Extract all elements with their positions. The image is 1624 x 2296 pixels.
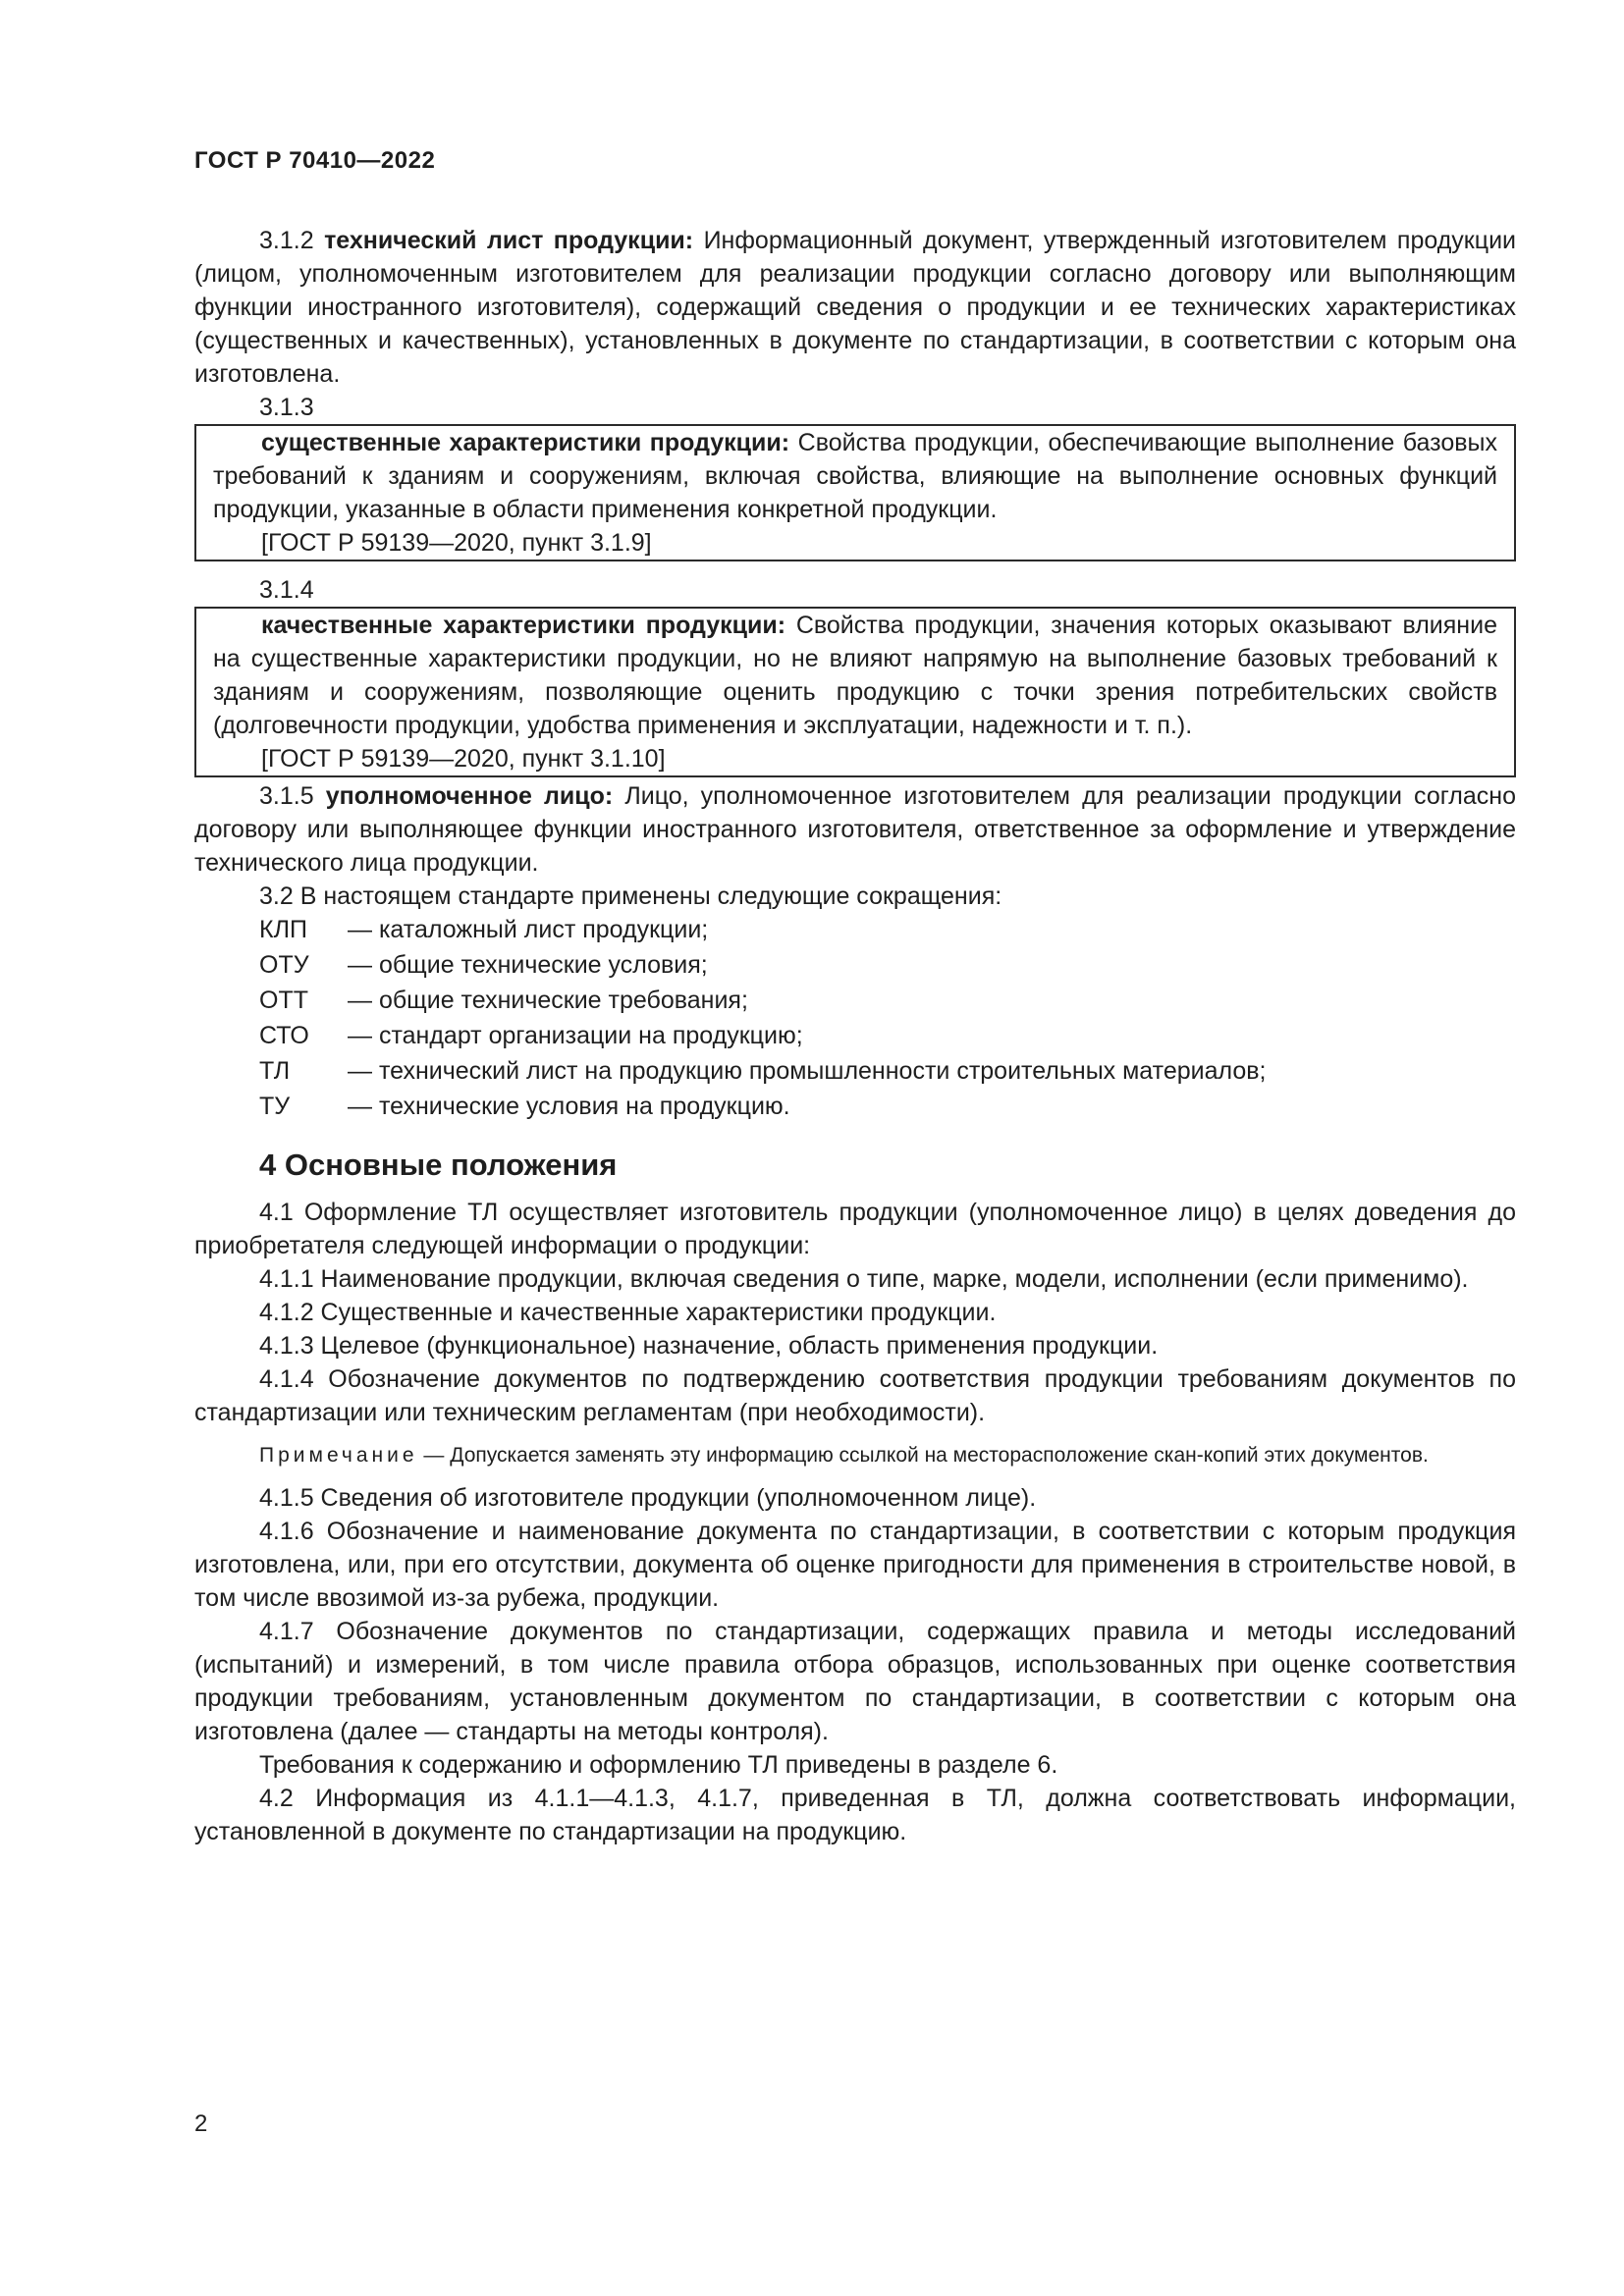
term-title: уполномоченное лицо: [325, 782, 614, 810]
clause-3-2: 3.2 В настоящем стандарте применены следующие сокращения: [259, 882, 1002, 910]
note-label: Примечание [259, 1444, 418, 1467]
note-text: — Допускается заменять эту информацию ссылкой на месторасположение скан-копий этих документов. [417, 1444, 1429, 1467]
abbreviation-meaning: — стандарт организации на продукцию; [348, 1022, 803, 1049]
term-definition: Лицо, уполномоченное изготовителем для реализации продукции согласно договору или выполняющее функции иностранного изготовителя, ответственное за оформление и утверждение технического лица продукции. [194, 782, 1516, 877]
term-source: [ГОСТ Р 59139—2020, пункт 3.1.10] [261, 745, 666, 773]
abbreviation-meaning: — общие технические требования; [348, 987, 748, 1014]
clause-number: 3.1.5 [259, 782, 326, 810]
clause-number: 3.1.2 [259, 227, 325, 254]
clause-3-1-3-number: 3.1.3 [259, 394, 314, 421]
paragraph: 4.1 Оформление ТЛ осуществляет изготовитель продукции (уполномоченное лицо) в целях доведения до приобретателя следующей информации о продукции: [194, 1199, 1516, 1259]
abbreviation-item [259, 1019, 1516, 1054]
abbreviation: ТУ [259, 1093, 291, 1120]
abbreviation: ОТУ [259, 951, 309, 979]
abbreviation-meaning: — технический лист на продукцию промышленности строительных материалов; [348, 1057, 1267, 1085]
document-body [194, 224, 1516, 1848]
abbreviation: ТЛ [259, 1057, 291, 1085]
term-definition: Свойства продукции, значения которых оказывают влияние на существенные характеристики продукции, но не влияют напрямую на выполнение базовых требований к зданиям и сооружениям, позволяющие оценить продукцию с точки зрения потребительских свойств (долговечности продукции, удобства применения и эксплуатации, надежности и т. п.). [213, 612, 1497, 739]
term-box-3-1-4 [194, 607, 1516, 777]
term-box-3-1-3 [194, 424, 1516, 561]
clause-3-1-2 [194, 224, 1516, 391]
clause-3-1-5 [194, 779, 1516, 880]
abbreviation-item [259, 984, 1516, 1019]
abbreviation-item [259, 913, 1516, 948]
term-title: технический лист продукции: [324, 227, 694, 254]
paragraph: Требования к содержанию и оформлению ТЛ приведены в разделе 6. [259, 1751, 1058, 1779]
page-number: 2 [194, 2110, 208, 2137]
abbreviation-meaning: — каталожный лист продукции; [348, 916, 709, 943]
paragraph: 4.1.6 Обозначение и наименование документа по стандартизации, в соответствии с которым продукция изготовлена, или, при его отсутствии, документа об оценке пригодности для применения в строительстве новой, в том числе ввозимой из-за рубежа, продукции. [194, 1518, 1516, 1612]
document-code-header: ГОСТ Р 70410—2022 [194, 147, 436, 174]
abbreviation-meaning: — общие технические условия; [348, 951, 708, 979]
term-definition: Свойства продукции, обеспечивающие выполнение базовых требований к зданиям и сооружениям, включая свойства, влияющие на выполнение основных функций продукции, указанные в области применения конкретной продукции. [213, 429, 1497, 523]
paragraph: 4.1.3 Целевое (функциональное) назначение, область применения продукции. [259, 1332, 1159, 1360]
paragraph: 4.1.1 Наименование продукции, включая сведения о типе, марке, модели, исполнении (если применимо). [259, 1265, 1469, 1293]
section-title: 4 Основные положения [259, 1148, 618, 1182]
paragraph: 4.1.7 Обозначение документов по стандартизации, содержащих правила и методы исследований (испытаний) и измерений, в том числе правила отбора образцов, использованных при оценке соответствия продукции требованиям, установленным документом по стандартизации, в соответствии с которым она изготовлена (далее — стандарты на методы контроля). [194, 1618, 1516, 1745]
clause-3-1-4-number: 3.1.4 [259, 576, 314, 604]
term-title: существенные характеристики продукции: [261, 429, 790, 456]
abbreviation: СТО [259, 1022, 309, 1049]
note [194, 1441, 1516, 1469]
term-title: качественные характеристики продукции: [261, 612, 786, 639]
term-3-1-3 [213, 426, 1497, 526]
paragraph: 4.1.5 Сведения об изготовителе продукции (уполномоченном лице). [259, 1484, 1037, 1512]
term-3-1-4 [213, 609, 1497, 742]
abbreviation-item [259, 1054, 1516, 1090]
abbreviation: ОТТ [259, 987, 308, 1014]
term-source: [ГОСТ Р 59139—2020, пункт 3.1.9] [261, 529, 652, 557]
abbreviation-item [259, 1090, 1516, 1125]
paragraph: 4.2 Информация из 4.1.1—4.1.3, 4.1.7, приведенная в ТЛ, должна соответствовать информации, установленной в документе по стандартизации на продукцию. [194, 1785, 1516, 1845]
paragraph: 4.1.4 Обозначение документов по подтверждению соответствия продукции требованиям документов по стандартизации или техническим регламентам (при необходимости). [194, 1365, 1516, 1426]
abbreviation-meaning: — технические условия на продукцию. [348, 1093, 790, 1120]
paragraph: 4.1.2 Существенные и качественные характеристики продукции. [259, 1299, 997, 1326]
abbreviation-list [194, 913, 1516, 1125]
abbreviation: КЛП [259, 916, 307, 943]
abbreviation-item [259, 948, 1516, 984]
term-definition: Информационный документ, утвержденный изготовителем продукции (лицом, уполномоченным изготовителем для реализации продукции согласно договору или выполняющим функции иностранного изготовителя), содержащий сведения о продукции и ее технических характеристиках (существенных и качественных), установленных в документе по стандартизации, в соответствии с которым она изготовлена. [194, 227, 1516, 388]
